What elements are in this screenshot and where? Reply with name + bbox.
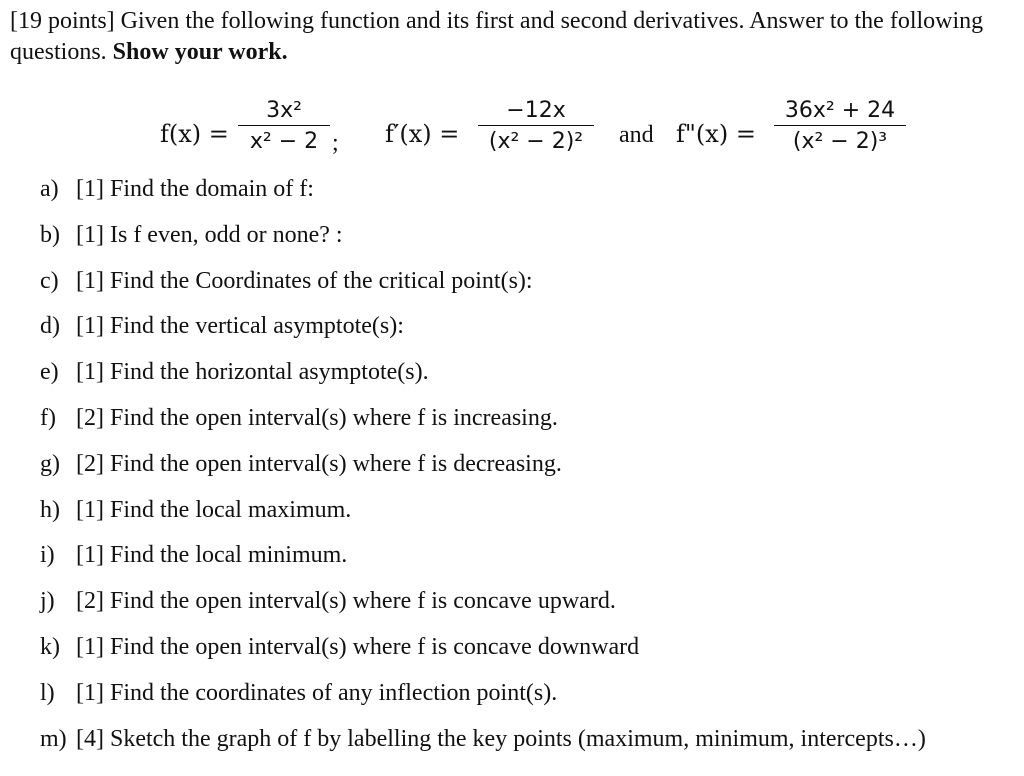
question-letter: g) bbox=[40, 450, 60, 477]
list-item bbox=[40, 582, 1020, 628]
question-letter: b) bbox=[40, 221, 60, 248]
question-text: [1] Find the vertical asymptote(s): bbox=[76, 313, 404, 340]
question-text: [1] Find the domain of f: bbox=[76, 176, 314, 202]
list-item bbox=[40, 262, 1020, 308]
question-letter: j) bbox=[40, 588, 55, 615]
list-item bbox=[40, 307, 1020, 353]
f-double-prime-fraction bbox=[774, 98, 906, 155]
question-text: [1] Find the horizontal asymptote(s). bbox=[76, 359, 429, 386]
f-prime-fraction-bar bbox=[478, 125, 594, 126]
question-letter: c) bbox=[40, 267, 59, 294]
f-lhs: f(x) = bbox=[160, 120, 229, 148]
question-letter: e) bbox=[40, 359, 59, 386]
f-double-prime-numerator: 36x² + 24 bbox=[784, 98, 896, 123]
f-prime-lhs: f′(x) = bbox=[385, 120, 460, 148]
intro-text: [19 points] Given the following function and its first and second derivatives. Answer to the following questions. bbox=[10, 8, 984, 65]
list-item bbox=[40, 216, 1020, 262]
f-fraction-bar bbox=[238, 125, 330, 126]
f-prime-fraction bbox=[478, 98, 594, 155]
list-item bbox=[40, 170, 1020, 216]
list-item bbox=[40, 674, 1020, 720]
list-item bbox=[40, 536, 1020, 582]
question-text: [1] Find the Coordinates of the critical point(s): bbox=[76, 267, 533, 294]
question-letter: m) bbox=[40, 725, 67, 752]
list-item bbox=[40, 445, 1020, 491]
f-numerator: 3x² bbox=[266, 98, 302, 123]
list-item bbox=[40, 491, 1020, 537]
f-double-prime-denominator: (x² − 2)³ bbox=[792, 129, 888, 154]
question-letter: a) bbox=[40, 176, 59, 202]
question-text: [1] Find the open interval(s) where f is concave downward bbox=[76, 633, 640, 660]
f-double-prime-fraction-bar bbox=[774, 125, 906, 126]
list-item bbox=[40, 720, 1020, 766]
f-suffix: ; bbox=[332, 130, 339, 156]
f-denominator: x² − 2 bbox=[249, 129, 319, 154]
problem-intro bbox=[10, 6, 1010, 68]
question-letter: l) bbox=[40, 679, 55, 706]
question-text: [1] Find the local maximum. bbox=[76, 496, 352, 523]
f-double-prime-lhs: f"(x) = bbox=[676, 120, 756, 148]
list-item bbox=[40, 628, 1020, 674]
question-text: [1] Find the local minimum. bbox=[76, 542, 348, 569]
list-item bbox=[40, 399, 1020, 445]
question-letter: h) bbox=[40, 496, 60, 523]
question-letter: k) bbox=[40, 633, 60, 660]
question-text: [1] Is f even, odd or none? : bbox=[76, 221, 343, 248]
f-prime-numerator: −12x bbox=[506, 98, 566, 123]
question-letter: d) bbox=[40, 313, 60, 340]
f-prime-denominator: (x² − 2)² bbox=[488, 129, 584, 154]
question-letter: f) bbox=[40, 404, 56, 431]
question-text: [2] Find the open interval(s) where f is increasing. bbox=[76, 404, 558, 431]
question-text: [1] Find the coordinates of any inflection point(s). bbox=[76, 679, 558, 706]
question-letter: i) bbox=[40, 542, 55, 569]
question-text: [2] Find the open interval(s) where f is decreasing. bbox=[76, 450, 562, 477]
f-fraction bbox=[238, 98, 330, 155]
question-text: [4] Sketch the graph of f by labelling the key points (maximum, minimum, intercepts…) bbox=[76, 725, 926, 752]
question-text: [2] Find the open interval(s) where f is concave upward. bbox=[76, 588, 616, 615]
intro-bold-text: Show your work. bbox=[112, 39, 288, 65]
connector-and: and bbox=[619, 122, 654, 148]
question-list bbox=[40, 170, 1020, 765]
list-item bbox=[40, 353, 1020, 399]
